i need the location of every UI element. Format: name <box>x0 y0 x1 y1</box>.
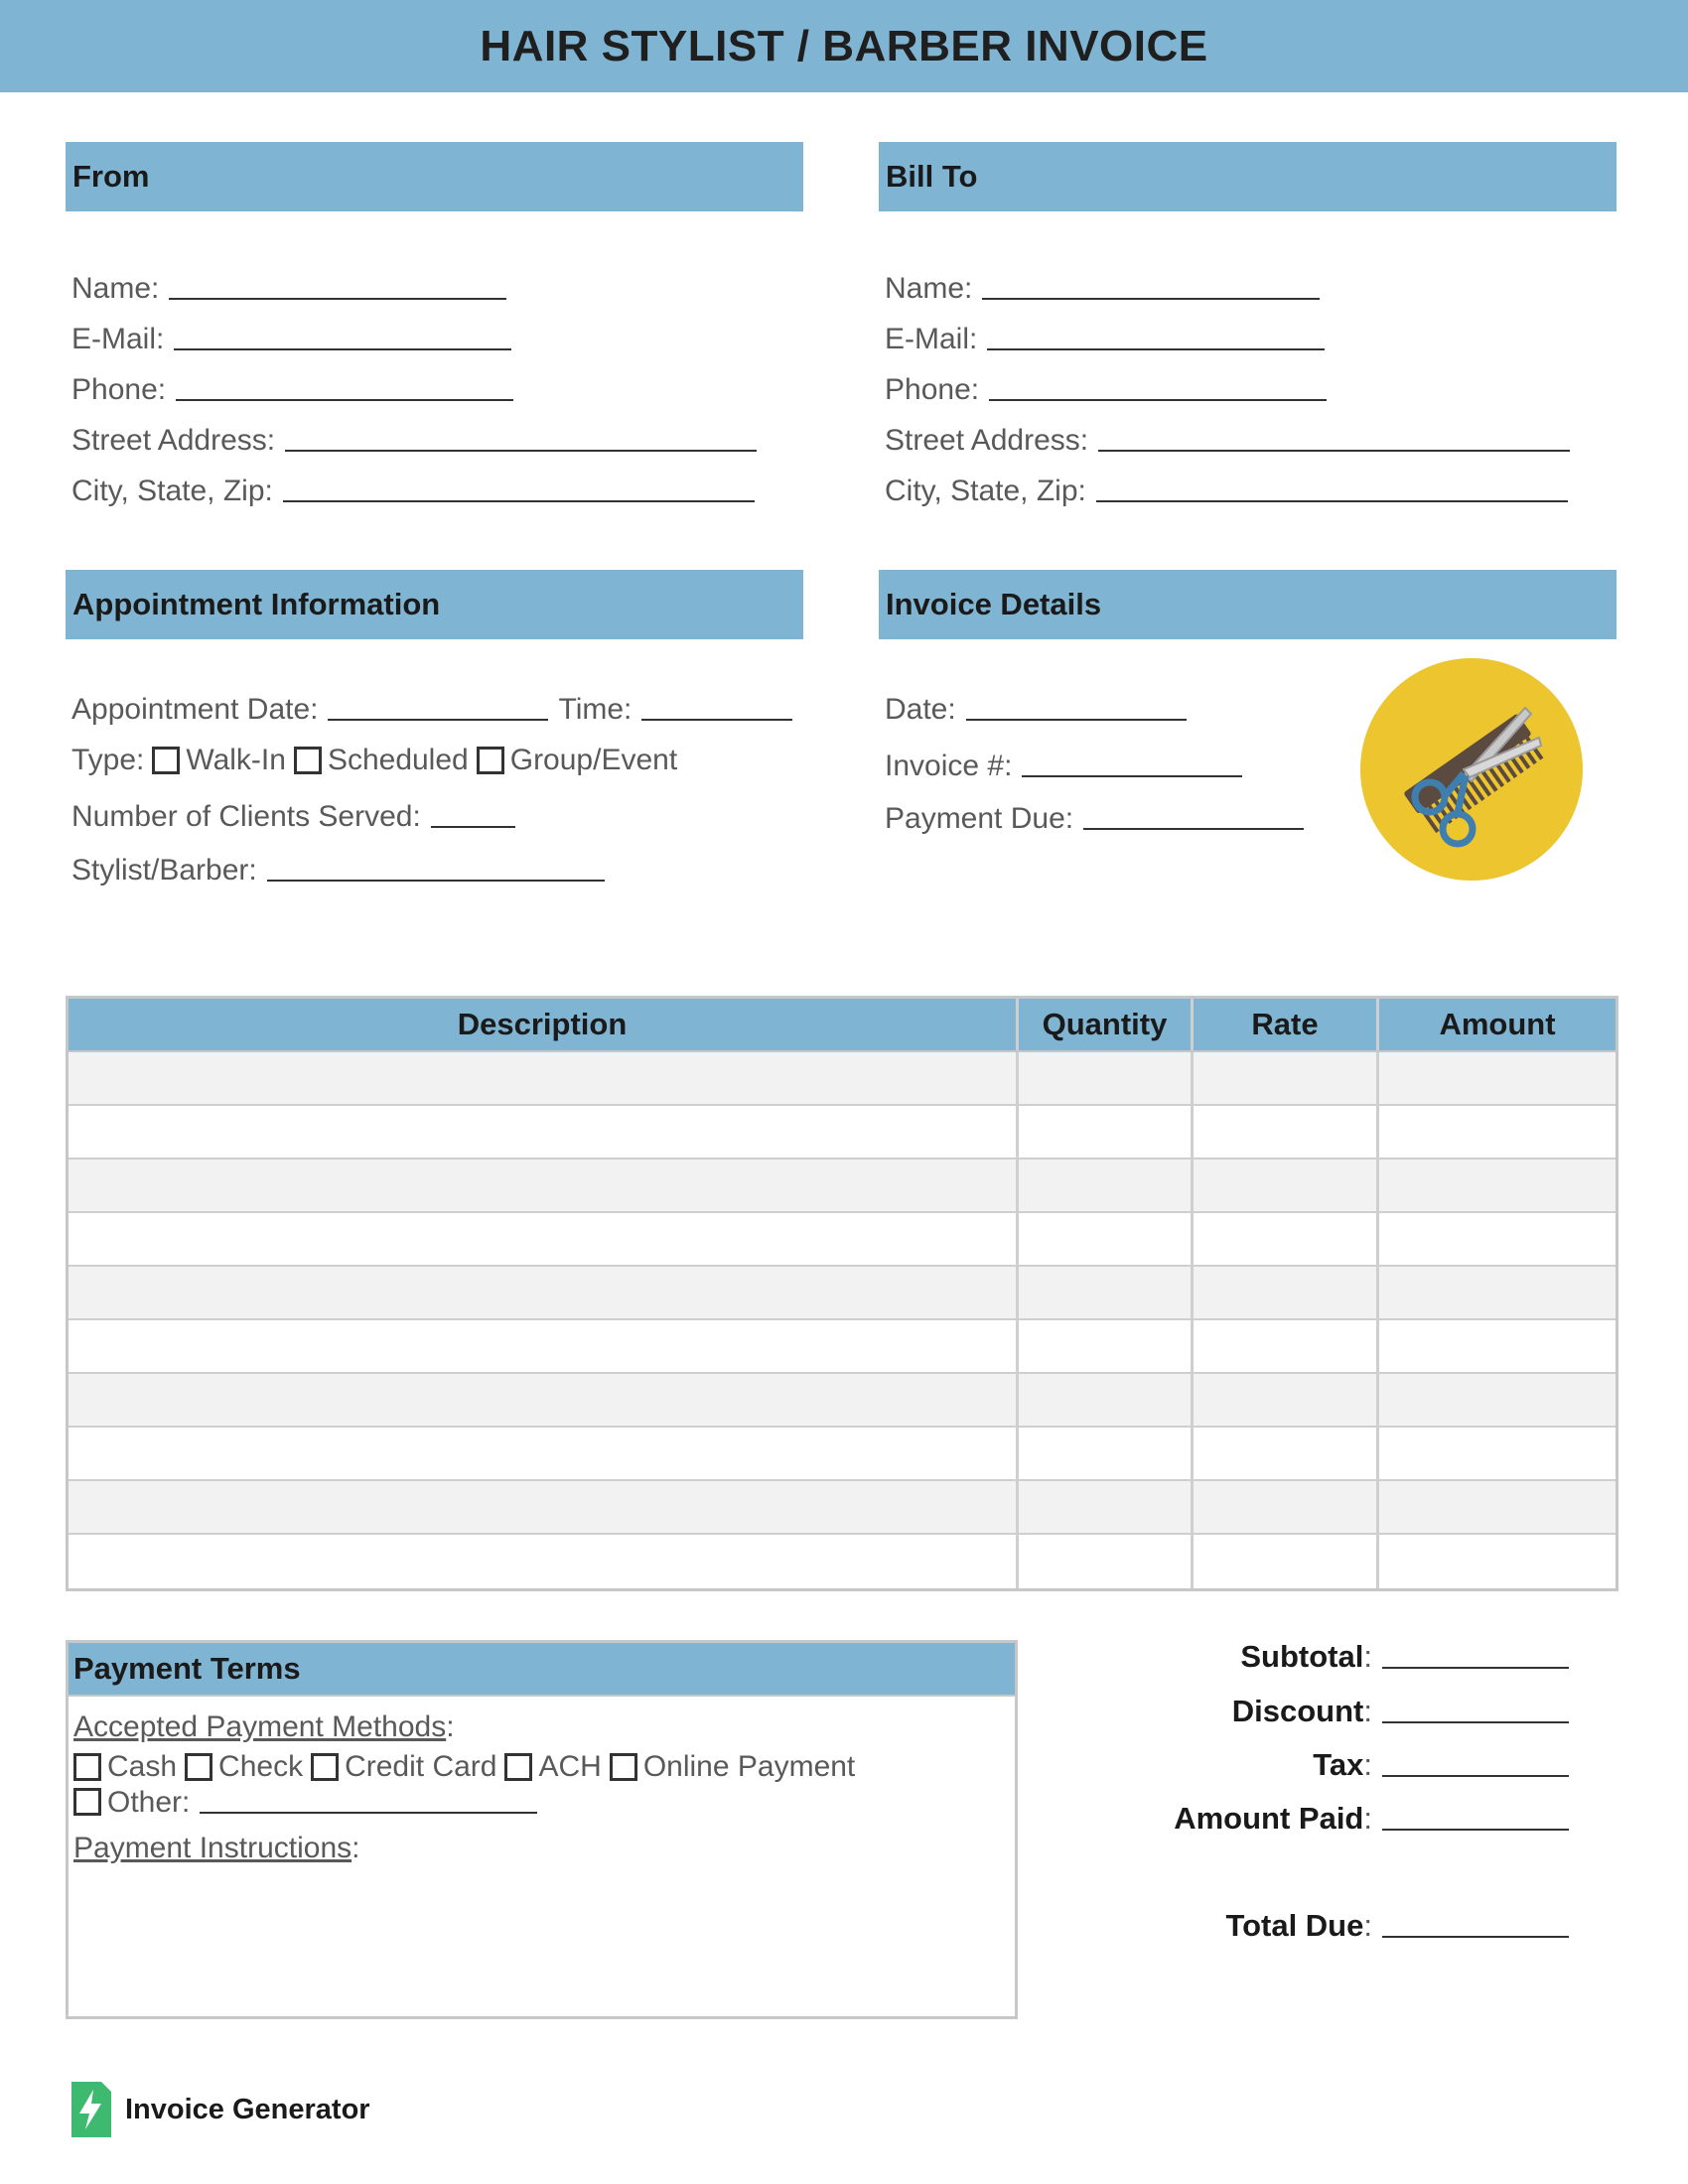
description-header: Description <box>457 1007 628 1041</box>
lightning-icon <box>68 2082 111 2137</box>
description-cell[interactable] <box>69 1535 1019 1588</box>
quantity-cell[interactable] <box>1019 1374 1194 1426</box>
from-heading: From <box>72 159 150 194</box>
description-cell[interactable] <box>69 1160 1019 1211</box>
table-row <box>69 1320 1616 1374</box>
col-quantity <box>1019 999 1194 1050</box>
amount-paid-line[interactable] <box>1382 1829 1569 1831</box>
description-cell[interactable] <box>69 1428 1019 1479</box>
amount-cell[interactable] <box>1379 1267 1616 1318</box>
quantity-cell[interactable] <box>1019 1213 1194 1265</box>
online-payment-checkbox[interactable] <box>610 1753 637 1781</box>
quantity-cell[interactable] <box>1019 1320 1194 1372</box>
table-row <box>69 1160 1616 1213</box>
invoice-date-line[interactable] <box>966 719 1187 721</box>
table-row <box>69 1374 1616 1428</box>
rate-cell[interactable] <box>1194 1106 1379 1158</box>
bill-email-line[interactable] <box>987 348 1325 350</box>
appointment-type-row: Type: Walk-In Scheduled Group/Event <box>71 744 678 776</box>
other-line[interactable] <box>200 1812 537 1814</box>
quantity-cell[interactable] <box>1019 1535 1194 1588</box>
col-rate <box>1194 999 1379 1050</box>
type-walk-in-option[interactable]: Walk-In <box>152 744 286 777</box>
payment-terms-heading: Payment Terms <box>73 1651 301 1686</box>
amount-cell[interactable] <box>1379 1320 1616 1372</box>
subtotal-row: Subtotal : <box>1092 1635 1569 1675</box>
rate-header: Rate <box>1251 1007 1319 1041</box>
quantity-cell[interactable] <box>1019 1481 1194 1533</box>
amount-cell[interactable] <box>1379 1052 1616 1104</box>
amount-cell[interactable] <box>1379 1481 1616 1533</box>
rate-cell[interactable] <box>1194 1374 1379 1426</box>
stylist-line[interactable] <box>267 880 605 882</box>
payment-terms-box <box>66 1640 1018 2019</box>
title-banner <box>0 0 1688 92</box>
tax-line[interactable] <box>1382 1775 1569 1777</box>
invoice-date-row: Date: <box>885 687 1304 727</box>
subtotal-line[interactable] <box>1382 1667 1569 1669</box>
invoice-number-line[interactable] <box>1022 775 1242 777</box>
invoice-title: HAIR STYLIST / BARBER INVOICE <box>480 21 1208 70</box>
invoice-details-fields <box>885 687 1304 836</box>
description-cell[interactable] <box>69 1320 1019 1372</box>
from-header <box>66 142 803 211</box>
ach-checkbox[interactable] <box>504 1753 532 1781</box>
check-checkbox[interactable] <box>185 1753 212 1781</box>
table-row <box>69 1481 1616 1535</box>
payment-due-line[interactable] <box>1083 828 1304 830</box>
scheduled-checkbox[interactable] <box>294 747 322 774</box>
col-description <box>69 999 1019 1050</box>
amount-cell[interactable] <box>1379 1106 1616 1158</box>
cash-checkbox[interactable] <box>73 1753 101 1781</box>
from-email-line[interactable] <box>174 348 511 350</box>
bill-name-field[interactable]: Name: <box>885 266 1570 306</box>
total-due-line[interactable] <box>1382 1936 1569 1938</box>
quantity-cell[interactable] <box>1019 1160 1194 1211</box>
bill-city-line[interactable] <box>1096 500 1568 502</box>
from-street-line[interactable] <box>285 450 757 452</box>
table-row <box>69 1535 1616 1588</box>
table-row <box>69 1267 1616 1320</box>
amount-header: Amount <box>1439 1007 1556 1041</box>
rate-cell[interactable] <box>1194 1052 1379 1104</box>
appointment-fields <box>71 687 792 887</box>
payment-due-row: Payment Due: <box>885 796 1304 836</box>
table-header-row <box>69 999 1616 1052</box>
appointment-date-row: Appointment Date: Time: <box>71 687 792 727</box>
quantity-header: Quantity <box>1042 1007 1168 1041</box>
invoice-number-row: Invoice #: <box>885 744 1304 783</box>
comb-scissors-icon <box>1360 658 1583 881</box>
method-credit-card-option[interactable]: Credit Card <box>311 1750 496 1784</box>
accepted-methods-label: Accepted Payment Methods: <box>73 1710 455 1743</box>
bill-street-line[interactable] <box>1098 450 1570 452</box>
quantity-cell[interactable] <box>1019 1052 1194 1104</box>
rate-cell[interactable] <box>1194 1267 1379 1318</box>
bill-city-field[interactable]: City, State, Zip: <box>885 469 1570 508</box>
description-cell[interactable] <box>69 1374 1019 1426</box>
brand-name: Invoice Generator <box>125 2093 370 2125</box>
quantity-cell[interactable] <box>1019 1106 1194 1158</box>
amount-cell[interactable] <box>1379 1213 1616 1265</box>
appointment-heading: Appointment Information <box>72 587 441 621</box>
table-row <box>69 1428 1616 1481</box>
tax-row: Tax : <box>1092 1743 1569 1783</box>
walk-in-checkbox[interactable] <box>152 747 180 774</box>
bill-name-line[interactable] <box>982 298 1320 300</box>
discount-row: Discount : <box>1092 1690 1569 1729</box>
rate-cell[interactable] <box>1194 1213 1379 1265</box>
method-online-payment-option[interactable]: Online Payment <box>610 1750 855 1784</box>
from-name-line[interactable] <box>169 298 506 300</box>
footer-brand <box>68 2082 370 2137</box>
from-city-line[interactable] <box>283 500 755 502</box>
method-ach-option[interactable]: ACH <box>504 1750 601 1784</box>
rate-cell[interactable] <box>1194 1428 1379 1479</box>
clients-served-line[interactable] <box>431 826 515 828</box>
description-cell[interactable] <box>69 1052 1019 1104</box>
method-other-row: Other: <box>73 1786 1015 1820</box>
description-cell[interactable] <box>69 1267 1019 1318</box>
clients-served-row: Number of Clients Served: <box>71 794 792 834</box>
amount-cell[interactable] <box>1379 1374 1616 1426</box>
bill-to-heading: Bill To <box>886 159 978 194</box>
stylist-row: Stylist/Barber: <box>71 848 792 887</box>
appointment-header <box>66 570 803 639</box>
totals-block <box>1092 1635 1569 1944</box>
from-email-field[interactable]: E-Mail: <box>71 317 757 356</box>
appointment-date-line[interactable] <box>328 719 548 721</box>
from-phone-line[interactable] <box>176 399 513 401</box>
rate-cell[interactable] <box>1194 1535 1379 1588</box>
rate-cell[interactable] <box>1194 1320 1379 1372</box>
type-group-event-option[interactable]: Group/Event <box>477 744 677 777</box>
type-scheduled-option[interactable]: Scheduled <box>294 744 469 777</box>
quantity-cell[interactable] <box>1019 1428 1194 1479</box>
group-event-checkbox[interactable] <box>477 747 504 774</box>
bill-street-field[interactable]: Street Address: <box>885 418 1570 458</box>
total-due-row: Total Due : <box>1092 1904 1569 1944</box>
payment-terms-body <box>69 1697 1015 1865</box>
amount-cell[interactable] <box>1379 1535 1616 1588</box>
description-cell[interactable] <box>69 1481 1019 1533</box>
credit-card-checkbox[interactable] <box>311 1753 339 1781</box>
invoice-details-header <box>879 570 1617 639</box>
appointment-time-line[interactable] <box>641 719 792 721</box>
bill-to-header <box>879 142 1617 211</box>
bill-phone-field[interactable]: Phone: <box>885 367 1570 407</box>
bill-to-fields <box>885 266 1570 508</box>
other-checkbox[interactable] <box>73 1788 101 1816</box>
amount-cell[interactable] <box>1379 1160 1616 1211</box>
table-row <box>69 1052 1616 1106</box>
bill-email-field[interactable]: E-Mail: <box>885 317 1570 356</box>
from-fields <box>71 266 757 508</box>
description-cell[interactable] <box>69 1106 1019 1158</box>
from-name-field[interactable]: Name: <box>71 266 757 306</box>
quantity-cell[interactable] <box>1019 1267 1194 1318</box>
method-check-option[interactable]: Check <box>185 1750 303 1784</box>
from-phone-field[interactable]: Phone: <box>71 367 757 407</box>
method-cash-option[interactable]: Cash <box>73 1750 177 1784</box>
table-row <box>69 1106 1616 1160</box>
col-amount <box>1379 999 1616 1050</box>
description-cell[interactable] <box>69 1213 1019 1265</box>
line-items-table <box>66 996 1618 1591</box>
bill-phone-line[interactable] <box>989 399 1327 401</box>
from-street-field[interactable]: Street Address: <box>71 418 757 458</box>
table-row <box>69 1213 1616 1267</box>
amount-cell[interactable] <box>1379 1428 1616 1479</box>
rate-cell[interactable] <box>1194 1160 1379 1211</box>
payment-terms-header <box>69 1643 1015 1697</box>
invoice-details-heading: Invoice Details <box>886 587 1102 621</box>
payment-instructions-label: Payment Instructions: <box>73 1832 360 1864</box>
rate-cell[interactable] <box>1194 1481 1379 1533</box>
from-city-field[interactable]: City, State, Zip: <box>71 469 757 508</box>
payment-methods-row <box>73 1750 1015 1784</box>
discount-line[interactable] <box>1382 1721 1569 1723</box>
amount-paid-row: Amount Paid : <box>1092 1797 1569 1837</box>
